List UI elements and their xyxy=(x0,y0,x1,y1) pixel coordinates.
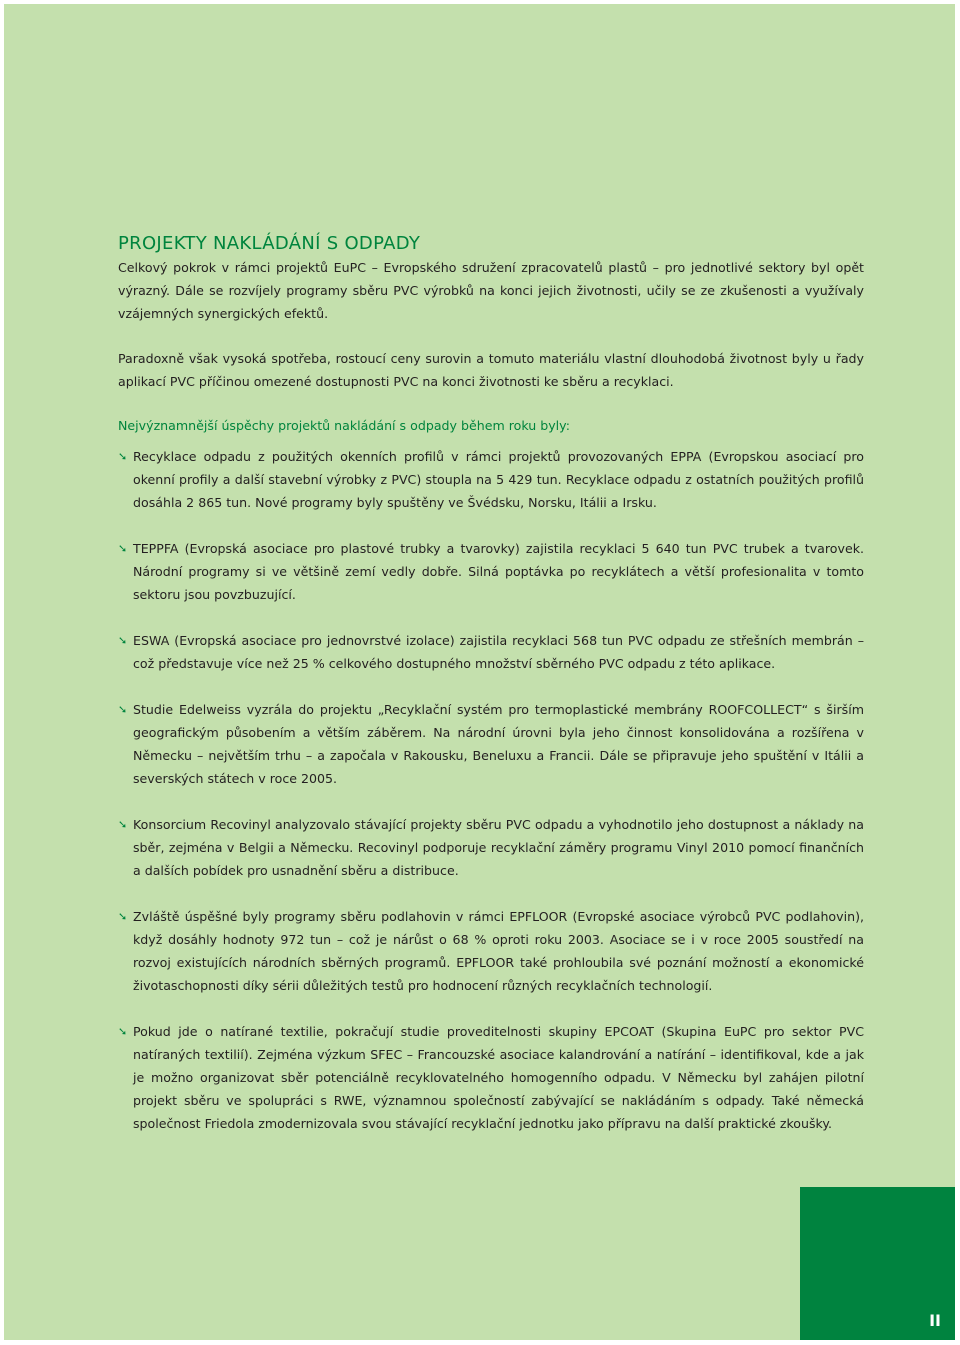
achievements-subheading: Nejvýznamnější úspěchy projektů nakládání s odpady během roku byly: xyxy=(118,418,570,433)
arrow-down-right-icon: ➘ xyxy=(118,1025,128,1038)
list-item xyxy=(118,813,864,882)
arrow-down-right-icon: ➘ xyxy=(118,818,128,831)
list-item xyxy=(118,698,864,790)
list-item-text: Recyklace odpadu z použitých okenních profilů v rámci projektů provozovaných EPPA (Evropskou asociací pro okenní profily a další stavební výrobky z PVC) stoupla na 5 429 tun. Recyklace odpadu z ostatních použitých profilů dosáhla 2 865 tun. Nové programy byly spuštěny ve Švédsku, Norsku, Itálii a Irsku. xyxy=(133,449,864,510)
list-item xyxy=(118,1020,864,1135)
list-item xyxy=(118,905,864,997)
section-title: PROJEKTY NAKLÁDÁNÍ S ODPADY xyxy=(118,233,421,254)
list-item xyxy=(118,445,864,514)
list-item-text: Studie Edelweiss vyzrála do projektu „Recyklační systém pro termoplastické membrány ROOFCOLLECT“ s širším geografickým působením a větším záběrem. Na národní úrovni byla jeho činnost konsolidována a rozšířena v Německu – největším trhu – a započala v Rakousku, Beneluxu a Francii. Dále se připravuje jeho spuštění v Itálii a severských státech v roce 2005. xyxy=(133,702,864,786)
arrow-down-right-icon: ➘ xyxy=(118,542,128,555)
list-item-text: Zvláště úspěšné byly programy sběru podlahovin v rámci EPFLOOR (Evropské asociace výrobců PVC podlahovin), když dosáhly hodnoty 972 tun – což je nárůst o 68 % oproti roku 2003. Asociace se i v roce 2005 soustředí na rozvoj existujících národních sběrných programů. EPFLOOR také prohloubila své poznání možností a ekonomické životaschopnosti díky sérii důležitých testů pro hodnocení různých recyklačních technologií. xyxy=(133,909,864,993)
list-item-text: TEPPFA (Evropská asociace pro plastové trubky a tvarovky) zajistila recyklaci 5 640 tun PVC trubek a tvarovek. Národní programy si ve většině zemí vedly dobře. Silná poptávka po recyklátech a větší profesionalita v tomto sektoru jsou povzbuzující. xyxy=(133,541,864,602)
list-item-text: Pokud jde o natírané textilie, pokračují studie proveditelnosti skupiny EPCOAT (Skupina EuPC pro sektor PVC natíraných textilií). Zejména výzkum SFEC – Francouzské asociace kalandrování a natírání – identifikoval, kde a jak je možno organizovat sběr potenciálně recyklovatelného homogenního odpadu. V Německu byl zahájen pilotní projekt sběru ve spolupráci s RWE, významnou společností zabývající se nakládáním s odpady. Také německá společnost Friedola zmodernizovala svou stávající recyklační jednotku jako přípravu na další praktické zkoušky. xyxy=(133,1024,864,1131)
arrow-down-right-icon: ➘ xyxy=(118,450,128,463)
list-item-text: Konsorcium Recovinyl analyzovalo stávající projekty sběru PVC odpadu a vyhodnotilo jeho dostupnost a náklady na sběr, zejména v Belgii a Německu. Recovinyl podporuje recyklační záměry programu Vinyl 2010 pomocí finančních a dalších pobídek pro usnadnění sběru a distribuce. xyxy=(133,817,864,878)
main-content xyxy=(118,232,864,1135)
list-item-text: ESWA (Evropská asociace pro jednovrstvé izolace) zajistila recyklaci 568 tun PVC odpadu ze střešních membrán – což představuje více než 25 % celkového dostupného množství sběrného PVC odpadu z této aplikace. xyxy=(133,633,864,671)
list-item xyxy=(118,537,864,606)
arrow-down-right-icon: ➘ xyxy=(118,634,128,647)
achievements-list xyxy=(118,445,864,1135)
arrow-down-right-icon: ➘ xyxy=(118,703,128,716)
intro-paragraph: Celkový pokrok v rámci projektů EuPC – Evropského sdružení zpracovatelů plastů – pro jednotlivé sektory byl opět výrazný. Dále se rozvíjely programy sběru PVC výrobků na konci jejich životnosti, učily se ze zkušenosti a využívaly vzájemných synergických efektů. xyxy=(118,260,864,321)
page xyxy=(4,4,955,1340)
list-item xyxy=(118,629,864,675)
corner-block xyxy=(800,1187,955,1340)
paradox-paragraph: Paradoxně však vysoká spotřeba, rostoucí ceny surovin a tomuto materiálu vlastní dlouhodobá životnost byly u řady aplikací PVC příčinou omezené dostupnosti PVC na konci životnosti ke sběru a recyklaci. xyxy=(118,351,864,389)
arrow-down-right-icon: ➘ xyxy=(118,910,128,923)
page-number: II xyxy=(929,1311,941,1330)
